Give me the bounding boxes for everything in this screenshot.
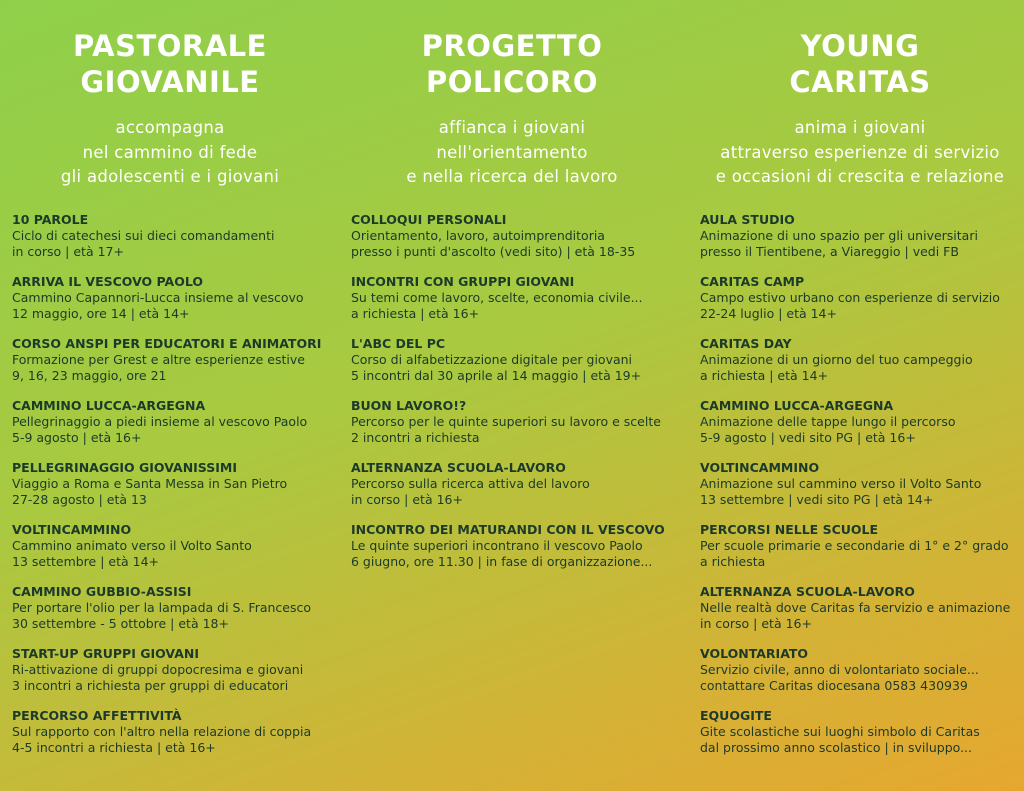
activity-description: Servizio civile, anno di volontariato sociale... xyxy=(700,662,979,677)
activity-item xyxy=(12,398,321,460)
activity-item xyxy=(351,274,665,336)
activity-description: Corso di alfabetizzazione digitale per giovani xyxy=(351,352,633,367)
header-progetto-policoro xyxy=(342,28,682,190)
activity-title: AULA STUDIO xyxy=(700,212,795,227)
activity-description: Orientamento, lavoro, autoimprenditoria xyxy=(351,228,605,243)
activity-description: Sul rapporto con l'altro nella relazione di coppia xyxy=(12,724,312,739)
activity-details: 9, 16, 23 maggio, ore 21 xyxy=(12,367,167,383)
activity-details: dal prossimo anno scolastico | in sviluppo... xyxy=(700,739,973,755)
activity-details: 13 settembre | vedi sito PG | età 14+ xyxy=(700,491,934,507)
activity-description: Gite scolastiche sui luoghi simbolo di Caritas xyxy=(700,724,980,739)
activity-title: PELLEGRINAGGIO GIOVANISSIMI xyxy=(12,460,237,475)
activity-details: 30 settembre - 5 ottobre | età 18+ xyxy=(12,615,229,631)
activity-title: BUON LAVORO!? xyxy=(351,398,467,413)
column-subtitle: accompagna nel cammino di fede gli adolescenti e i giovani xyxy=(60,118,280,186)
activity-description: Ri-attivazione di gruppi dopocresima e giovani xyxy=(12,662,304,677)
activity-description: Nelle realtà dove Caritas fa servizio e animazione xyxy=(700,600,1011,615)
activity-title: CARITAS CAMP xyxy=(700,274,805,289)
activity-details: presso i punti d'ascolto (vedi sito) | età 18-35 xyxy=(351,243,636,259)
activity-item xyxy=(700,336,1010,398)
activity-list xyxy=(12,212,321,770)
activity-title: 10 PAROLE xyxy=(12,212,89,227)
activity-details: 3 incontri a richiesta per gruppi di educatori xyxy=(12,677,289,693)
activity-item xyxy=(12,646,321,708)
column-title: YOUNG CARITAS xyxy=(789,29,931,99)
header-pastorale-giovanile xyxy=(0,28,340,190)
activity-title: CARITAS DAY xyxy=(700,336,792,351)
activity-details: a richiesta | età 16+ xyxy=(351,305,480,321)
activity-item xyxy=(351,522,665,584)
activity-description: Per scuole primarie e secondarie di 1° e 2° grado xyxy=(700,538,1009,553)
header-young-caritas xyxy=(690,28,1024,190)
activity-details: 4-5 incontri a richiesta | età 16+ xyxy=(12,739,216,755)
activity-item xyxy=(12,708,321,770)
activity-title: ARRIVA IL VESCOVO PAOLO xyxy=(12,274,203,289)
activity-list xyxy=(700,212,1010,770)
activity-title: PERCORSO AFFETTIVITÀ xyxy=(12,708,182,723)
activity-title: VOLTINCAMMINO xyxy=(12,522,132,537)
activity-details: 6 giugno, ore 11.30 | in fase di organizzazione... xyxy=(351,553,653,569)
activity-description: Per portare l'olio per la lampada di S. Francesco xyxy=(12,600,312,615)
activity-details: 13 settembre | età 14+ xyxy=(12,553,160,569)
activity-title: INCONTRI CON GRUPPI GIOVANI xyxy=(351,274,575,289)
activity-title: CAMMINO LUCCA-ARGEGNA xyxy=(700,398,894,413)
activity-title: PERCORSI NELLE SCUOLE xyxy=(700,522,879,537)
activity-description: Pellegrinaggio a piedi insieme al vescovo Paolo xyxy=(12,414,308,429)
activity-title: COLLOQUI PERSONALI xyxy=(351,212,507,227)
activity-title: VOLONTARIATO xyxy=(700,646,809,661)
activity-item xyxy=(700,212,1010,274)
activity-item xyxy=(351,460,665,522)
activity-item xyxy=(700,274,1010,336)
activity-item xyxy=(700,708,1010,770)
activity-description: Cammino animato verso il Volto Santo xyxy=(12,538,252,553)
activity-title: CAMMINO GUBBIO-ASSISI xyxy=(12,584,192,599)
activity-description: Viaggio a Roma e Santa Messa in San Pietro xyxy=(12,476,288,491)
activity-details: in corso | età 16+ xyxy=(700,615,812,631)
activity-description: Cammino Capannori-Lucca insieme al vescovo xyxy=(12,290,304,305)
activity-details: 5-9 agosto | vedi sito PG | età 16+ xyxy=(700,429,916,445)
activity-description: Animazione di uno spazio per gli universitari xyxy=(700,228,978,243)
activity-title: VOLTINCAMMINO xyxy=(700,460,820,475)
column-subtitle: anima i giovani attraverso esperienze di servizio e occasioni di crescita e relazione xyxy=(715,118,1005,186)
activity-description: Su temi come lavoro, scelte, economia civile... xyxy=(351,290,643,305)
activity-details: a richiesta xyxy=(700,553,766,569)
activity-title: EQUOGITE xyxy=(700,708,772,723)
activity-title: START-UP GRUPPI GIOVANI xyxy=(12,646,200,661)
activity-title: CORSO ANSPI PER EDUCATORI E ANIMATORI xyxy=(12,336,322,351)
activity-item xyxy=(700,460,1010,522)
activity-item xyxy=(12,460,321,522)
activity-item xyxy=(351,336,665,398)
activity-item xyxy=(351,398,665,460)
activity-details: in corso | età 16+ xyxy=(351,491,463,507)
activity-details: 27-28 agosto | età 13 xyxy=(12,491,147,507)
activity-list xyxy=(351,212,665,584)
activity-title: INCONTRO DEI MATURANDI CON IL VESCOVO xyxy=(351,522,665,537)
activity-description: Percorso per le quinte superiori su lavoro e scelte xyxy=(351,414,661,429)
activity-description: Ciclo di catechesi sui dieci comandamenti xyxy=(12,228,275,243)
activity-title: L'ABC DEL PC xyxy=(351,336,446,351)
activity-description: Animazione sul cammino verso il Volto Santo xyxy=(700,476,982,491)
activity-item xyxy=(700,522,1010,584)
activity-item xyxy=(12,584,321,646)
activity-description: Le quinte superiori incontrano il vescovo Paolo xyxy=(351,538,643,553)
activity-description: Formazione per Grest e altre esperienze estive xyxy=(12,352,305,367)
activity-item xyxy=(12,336,321,398)
activity-details: contattare Caritas diocesana 0583 430939 xyxy=(700,677,968,693)
column-title: PROGETTO POLICORO xyxy=(421,29,603,99)
column-title: PASTORALE GIOVANILE xyxy=(73,29,267,99)
activity-description: Percorso sulla ricerca attiva del lavoro xyxy=(351,476,590,491)
activity-description: Animazione di un giorno del tuo campeggio xyxy=(700,352,973,367)
activity-item xyxy=(700,584,1010,646)
activity-details: 5-9 agosto | età 16+ xyxy=(12,429,142,445)
activity-item xyxy=(700,646,1010,708)
activity-title: ALTERNANZA SCUOLA-LAVORO xyxy=(700,584,915,599)
activity-description: Campo estivo urbano con esperienze di servizio xyxy=(700,290,1000,305)
activity-item xyxy=(12,212,321,274)
activity-details: 2 incontri a richiesta xyxy=(351,429,480,445)
activity-details: in corso | età 17+ xyxy=(12,243,124,259)
activity-details: 5 incontri dal 30 aprile al 14 maggio | età 19+ xyxy=(351,367,642,383)
activity-title: ALTERNANZA SCUOLA-LAVORO xyxy=(351,460,566,475)
activity-details: a richiesta | età 14+ xyxy=(700,367,829,383)
column-subtitle: affianca i giovani nell'orientamento e nella ricerca del lavoro xyxy=(406,118,618,186)
activity-item xyxy=(700,398,1010,460)
activity-item xyxy=(12,274,321,336)
activity-details: 22-24 luglio | età 14+ xyxy=(700,305,837,321)
activity-details: 12 maggio, ore 14 | età 14+ xyxy=(12,305,190,321)
activity-title: CAMMINO LUCCA-ARGEGNA xyxy=(12,398,206,413)
activity-description: Animazione delle tappe lungo il percorso xyxy=(700,414,956,429)
activity-item xyxy=(351,212,665,274)
activity-item xyxy=(12,522,321,584)
activity-details: presso il Tientibene, a Viareggio | vedi FB xyxy=(700,243,959,259)
